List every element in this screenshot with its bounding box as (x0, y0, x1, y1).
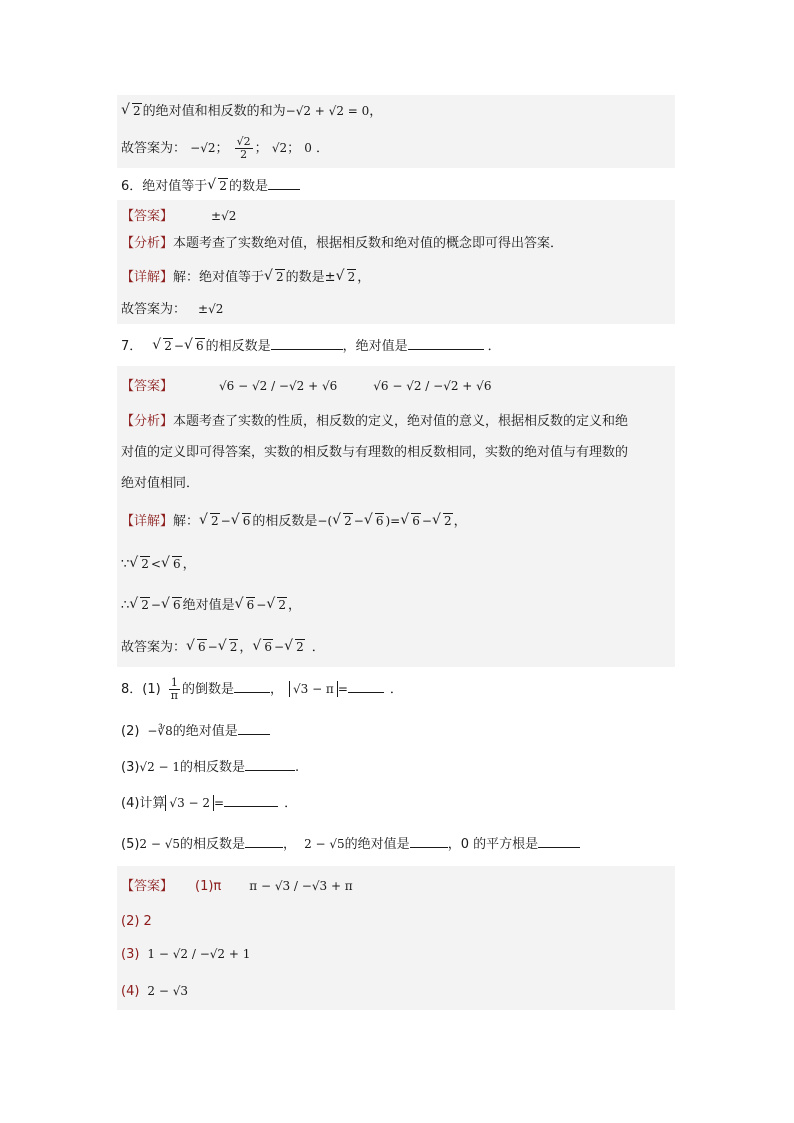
q7-answer-a: √6 − √2 / −√2 + √6 (219, 379, 338, 393)
q8-p1-fraction (169, 677, 180, 702)
part-label: (1) (142, 682, 161, 697)
q8-p3-expr: √2 − 1 (139, 760, 181, 774)
q8-ans4-value: 2 − √3 (147, 984, 189, 998)
q8-p1-end: ． (389, 682, 403, 697)
sqrt-expr: √ 6 (162, 595, 182, 615)
final-label: 故答案为： (121, 302, 187, 317)
q8-part5 (121, 833, 580, 855)
sqrt-expr: √ 2 (285, 637, 305, 657)
q7-analysis-l1 (121, 412, 628, 432)
q8-p2-text: 的绝对值是 (172, 724, 238, 739)
q8-part4 (121, 792, 297, 814)
answer-blank (408, 335, 484, 350)
q7-comma: ， (239, 640, 253, 655)
part-label: (3) (121, 947, 140, 962)
answer-blank (245, 833, 283, 848)
sqrt2-expr: √ 2 (337, 267, 357, 287)
answer-blank (234, 678, 270, 693)
q8-p5-text-b: 的绝对值是 (344, 837, 410, 852)
q7-comma: ， (453, 514, 467, 529)
q6-detail-text-b: 的数是± (285, 270, 336, 285)
q5-sep: ； (254, 141, 268, 156)
q5-line1 (121, 101, 382, 122)
q8-answer (121, 876, 353, 897)
q7-end: ． (311, 640, 325, 655)
q5-sep: ； (215, 141, 229, 156)
q8-p1-eq: = (337, 682, 348, 696)
sqrt-expr: √ 6 (185, 336, 205, 356)
q8-p5-text-c: ，0 的平方根是 (447, 837, 539, 852)
q8-part3 (121, 756, 299, 778)
q7-analysis-text-1: 本题考查了实数的性质，相反数的定义，绝对值的意义，根据相反数的定义和绝 (173, 414, 629, 429)
q8-p2-expr: −∛8 (147, 724, 173, 738)
question-number: 8． (121, 682, 143, 697)
q5-end: ． (316, 141, 330, 156)
absolute-value-expr: √3 − π (289, 681, 338, 697)
question-number: 7． (121, 339, 143, 354)
q7-detail-text-b: 的相反数是 (252, 514, 318, 529)
sqrt-expr: √ 6 (232, 511, 252, 531)
q7-because: ∵√ 2 <√ 6 ， (121, 554, 196, 575)
q8-p5-sep: ， (283, 837, 297, 852)
answer-label: 【答案】 (121, 379, 174, 394)
because-symbol: ∵ (121, 557, 130, 572)
part-label: (4) (121, 984, 140, 999)
q8-ans1-value: π − √3 / −√3 + π (249, 879, 353, 893)
question-number: 6． (121, 179, 143, 194)
q6-answer-value: ±√2 (211, 209, 237, 223)
part-label: (3) (121, 760, 140, 775)
fraction-numerator: 1 (169, 677, 180, 690)
fraction-numerator: √2 (236, 135, 251, 148)
q7-answer (121, 376, 491, 397)
analysis-label: 【分析】 (121, 414, 174, 429)
q7-comma: ， (287, 598, 301, 613)
q8-answer-3 (121, 944, 250, 965)
q5-final-fraction (235, 136, 253, 161)
q6-stem-text-a: 绝对值等于 (142, 179, 208, 194)
answer-blank (268, 175, 300, 190)
q5-final-a: −√2 (190, 141, 216, 155)
q7-analysis-text-2: 对值的定义即可得答案，实数的相反数与有理数的相反数相同，实数的绝对值与有理数的 (121, 445, 629, 460)
q5-final-c: √2 (271, 141, 288, 155)
sqrt-expr: √ 2 (433, 511, 453, 531)
q7-stem-text-a: 的相反数是 (205, 339, 271, 354)
absolute-value-expr: √3 − 2 (165, 795, 214, 811)
q5-line1-text: 的绝对值和相反数的和为 (142, 104, 286, 119)
sqrt-expr: √ 2 (219, 637, 239, 657)
q7-stem-end: ． (487, 339, 501, 354)
analysis-label: 【分析】 (121, 236, 174, 251)
answer-blank (348, 678, 384, 693)
answer-blank (538, 833, 580, 848)
q6-analysis-text: 本题考查了实数绝对值，根据相反数和绝对值的概念即可得出答案． (173, 236, 564, 251)
sqrt-expr: √ 6 (253, 637, 273, 657)
q6-final-value: ±√2 (198, 302, 224, 316)
sqrt-expr: √ 6 (365, 511, 385, 531)
detail-label: 【详解】 (121, 514, 174, 529)
q5-sep: ； (287, 141, 301, 156)
q8-ans2: (2) 2 (121, 914, 152, 929)
q7-detail-text-a: 解： (173, 514, 200, 529)
q6-comma: ， (357, 270, 371, 285)
q7-final: 故答案为：√ 6 −√ 2 ，√ 6 −√ 2 ． (121, 637, 325, 658)
q8-part2 (121, 720, 270, 742)
q6-final (121, 299, 223, 320)
q7-stem: 7．√ 2 −√ 6 的相反数是 ，绝对值是 ． (121, 335, 501, 357)
answer-blank (224, 792, 278, 807)
sqrt-expr: √ 2 (130, 595, 150, 615)
q8-p4-eq: = (214, 796, 225, 810)
final-label: 故答案为： (121, 640, 187, 655)
answer-label: 【答案】 (121, 209, 174, 224)
fraction-denominator: 2 (240, 148, 248, 161)
sqrt-expr: √ 6 (187, 637, 207, 657)
q7-therefore: ∴√ 2 −√ 6 绝对值是√ 6 −√ 2 ， (121, 595, 301, 616)
answer-blank (245, 756, 295, 771)
answer-blank (271, 335, 343, 350)
therefore-symbol: ∴ (121, 598, 130, 613)
q5-line1-end: ， (369, 104, 383, 119)
answer-label: 【答案】 (121, 879, 174, 894)
q5-final-label: 故答案为： (121, 141, 187, 156)
q6-stem-text-b: 的数是 (228, 179, 268, 194)
part-label: (4)计算 (121, 796, 166, 811)
fraction-denominator: π (170, 689, 178, 702)
answer-blank (410, 833, 448, 848)
q8-ans3-value: 1 − √2 / −√2 + 1 (147, 947, 251, 961)
q7-abs-text: 绝对值是 (182, 598, 235, 613)
sqrt-expr: √ 6 (236, 595, 256, 615)
part-label: (5) (121, 837, 140, 852)
q7-detail: 【详解】解：√ 2 −√ 6 的相反数是−(√ 2 −√ 6 )=√ 6 −√ 2 ， (121, 511, 467, 532)
q7-analysis-l2 (121, 443, 628, 463)
q5-line1-expr: −√2 + √2 = 0 (285, 104, 370, 118)
q8-p5-expr: 2 − √5 (304, 837, 345, 851)
q6-analysis (121, 234, 563, 254)
sqrt-expr: √ 2 (130, 554, 150, 574)
q8-p3-text: 的相反数是 (180, 760, 246, 775)
q8-part1 (121, 676, 403, 703)
sqrt-expr: √ 6 (401, 511, 421, 531)
sqrt-expr: √ 2 (200, 511, 220, 531)
q8-p5-expr: 2 − √5 (139, 837, 181, 851)
q8-answer-2 (121, 912, 152, 932)
q8-p1-sep: ， (269, 682, 283, 697)
q7-analysis-l3 (121, 474, 199, 494)
q7-comma: ， (182, 557, 196, 572)
sqrt-expr: √ 2 (267, 595, 287, 615)
part-label: (2) (121, 724, 140, 739)
q6-answer (121, 206, 236, 227)
q7-stem-text-b: ，绝对值是 (342, 339, 408, 354)
sqrt-expr: √ 6 (162, 554, 182, 574)
detail-label: 【详解】 (121, 270, 174, 285)
q8-ans1-label: (1)π (195, 879, 222, 894)
q7-analysis-text-3: 绝对值相同． (121, 476, 200, 491)
q8-p3-end: . (295, 760, 300, 775)
q6-detail (121, 267, 370, 288)
q6-stem (121, 175, 300, 197)
q5-final-d: 0 (304, 141, 312, 155)
answer-blank (238, 720, 270, 735)
sqrt2-expr: √ 2 (265, 267, 285, 287)
q8-answer-4 (121, 981, 188, 1002)
q5-final-answer (121, 134, 329, 163)
sqrt-expr: √ 2 (333, 511, 353, 531)
q7-answer-b: √6 − √2 / −√2 + √6 (373, 379, 492, 393)
sqrt2-expr: √ 2 (122, 101, 142, 121)
q8-p1-text: 的倒数是 (181, 682, 234, 697)
q8-p4-end: ． (284, 796, 298, 811)
sqrt2-expr: √ 2 (208, 176, 228, 196)
q6-detail-text-a: 解：绝对值等于 (173, 270, 265, 285)
sqrt-expr: √ 2 (153, 336, 173, 356)
q8-p5-text-a: 的相反数是 (180, 837, 246, 852)
